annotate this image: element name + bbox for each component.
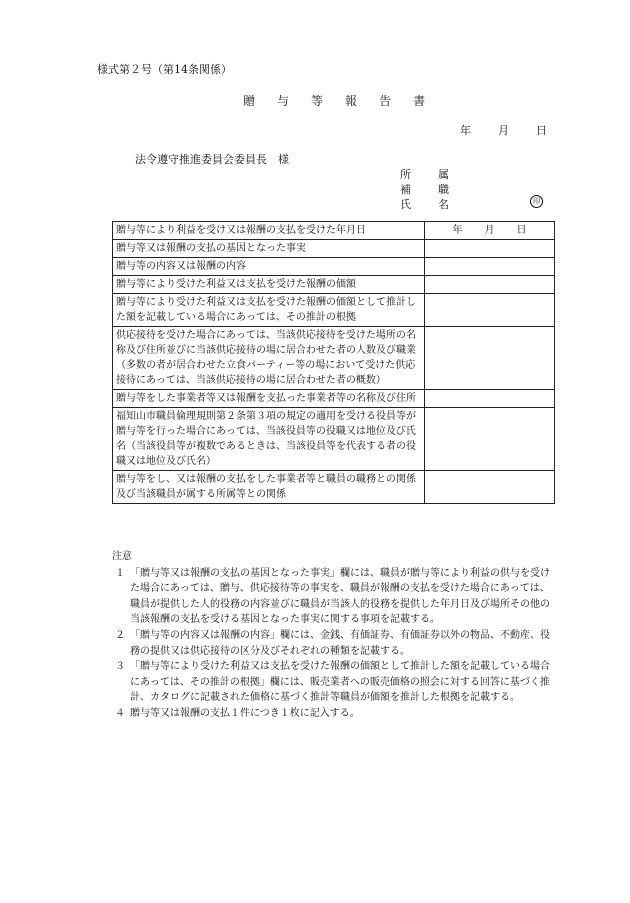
notes-section — [112, 549, 557, 722]
title-char: 贈 — [243, 94, 256, 108]
row-item-label: 贈与等又は報酬の支払の基因となった事実 — [113, 240, 425, 258]
note-item — [112, 659, 557, 706]
date-month-label: 月 — [498, 124, 509, 137]
table-row — [113, 471, 555, 504]
position-label: 補 職 — [400, 183, 457, 196]
table-row — [113, 294, 555, 327]
title-char: 等 — [311, 94, 324, 108]
report-table — [112, 221, 555, 504]
row-value-field[interactable] — [425, 327, 555, 390]
reporter-position — [400, 181, 457, 197]
table-row — [113, 408, 555, 471]
table-row — [113, 240, 555, 258]
table-row — [113, 276, 555, 294]
date-day-label: 日 — [516, 225, 527, 236]
title-char: 与 — [277, 94, 290, 108]
note-item — [112, 566, 557, 628]
row-value-field[interactable] — [425, 471, 555, 504]
title-char: 書 — [413, 94, 426, 108]
row-value-field[interactable] — [425, 258, 555, 276]
date-year-label: 年 — [460, 124, 471, 137]
note-number: ３ — [115, 661, 125, 673]
row-item-label: 贈与等により利益を受け又は報酬の支払を受けた年月日 — [113, 222, 425, 240]
note-number: ２ — [115, 629, 125, 641]
note-text: 贈与等又は報酬の支払１件につき１枚に記入する。 — [130, 707, 360, 719]
row-item-label: 贈与等をした事業者等又は報酬を支払った事業者等の名称及び住所 — [113, 390, 425, 408]
note-item — [112, 628, 557, 659]
note-number: ４ — [115, 707, 125, 719]
note-text: 「贈与等により受けた利益又は支払を受けた報酬の価額として推計した額を記載している場合にあっては、その推計の根拠」欄には、販売業者への販売価格の照会に対する回答に基づく推計、カタログに記載された価格に基づく推計等職員が価額を推計した根拠を記載する。 — [130, 661, 550, 704]
reporter-name — [400, 196, 457, 212]
title-char: 告 — [379, 94, 392, 108]
row-value-field[interactable] — [425, 390, 555, 408]
row-item-label: 贈与等の内容又は報酬の内容 — [113, 258, 425, 276]
date-day-label: 日 — [536, 124, 547, 137]
note-number: １ — [115, 567, 125, 579]
row-value-date[interactable] — [425, 222, 555, 240]
row-value-field[interactable] — [425, 276, 555, 294]
form-number-label: 様式第２号（第14条関係） — [97, 63, 232, 76]
report-date — [460, 122, 547, 138]
note-item — [112, 706, 557, 722]
table-row — [113, 222, 555, 240]
title-char: 報 — [345, 94, 358, 108]
row-item-label: 福知山市職員倫理規則第２条第３項の規定の適用を受ける役員等が贈与等を行った場合にあっては、当該役員等の役職又は地位及び氏名（当該役員等が複数であるときは、当該役員等を代表する者の役職又は地位及び氏名） — [113, 408, 425, 471]
name-label: 氏 名 — [400, 198, 457, 211]
date-year-label: 年 — [452, 225, 463, 236]
row-item-label: 供応接待を受けた場合にあっては、当該供応接待を受けた場所の名称及び住所並びに当該供応接待の場に居合わせた者の人数及び職業（多数の者が居合わせた立食パーティー等の場において受けた供応接待にあっては、当該供応接待の場に居合わせた者の概数） — [113, 327, 425, 390]
row-item-label: 贈与等をし、又は報酬の支払をした事業者等と職員の職務との関係及び当該職員が属する所属等との関係 — [113, 471, 425, 504]
row-item-label: 贈与等により受けた利益又は支払を受けた報酬の価額 — [113, 276, 425, 294]
row-item-label: 贈与等により受けた利益又は支払を受けた報酬の価額として推計した額を記載している場合にあっては、その推計の根拠 — [113, 294, 425, 327]
row-value-field[interactable] — [425, 240, 555, 258]
reporter-affiliation — [400, 166, 457, 182]
table-row — [113, 327, 555, 390]
document-title — [243, 92, 425, 109]
table-row — [113, 390, 555, 408]
note-text: 「贈与等又は報酬の支払の基因となった事実」欄には、職員が贈与等により利益の供与を受けた場合にあっては、贈与、供応接待等の事実を、職員が報酬の支払を受けた場合にあっては、職員が提供した人的役務の内容並びに職員が当該人的役務を提供した年月日及び場所その他の当該報酬の支払を受ける基因となった事実に関する事項を記載する。 — [130, 567, 550, 626]
seal-icon: 印 — [530, 195, 543, 208]
note-text: 「贈与等の内容又は報酬の内容」欄には、金銭、有価証券、有価証券以外の物品、不動産、役務の提供又は供応接待の区分及びそれぞれの種類を記載する。 — [130, 629, 550, 657]
row-value-field[interactable] — [425, 294, 555, 327]
date-month-label: 月 — [484, 225, 495, 236]
notes-heading: 注意 — [112, 551, 132, 562]
affiliation-label: 所 属 — [400, 168, 457, 181]
row-value-field[interactable] — [425, 408, 555, 471]
table-row — [113, 258, 555, 276]
addressee: 法令遵守推進委員会委員長 様 — [135, 153, 289, 166]
